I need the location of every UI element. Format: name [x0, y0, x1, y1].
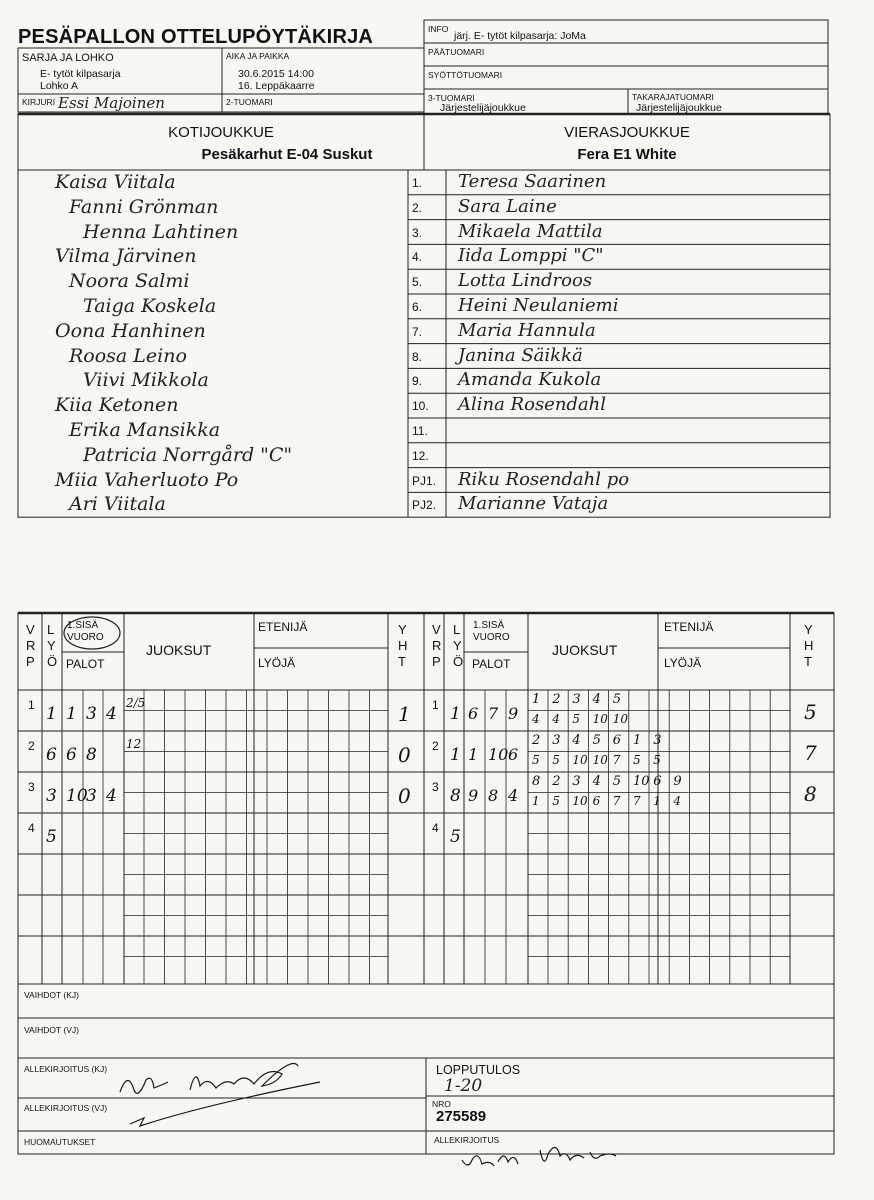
nro-value: 275589	[436, 1108, 487, 1125]
away-player-name: Teresa Saarinen	[458, 171, 607, 192]
away-palot-value: 6	[468, 704, 479, 723]
home-player-name: Fanni Grönman	[69, 195, 219, 218]
info-label: INFO	[428, 24, 449, 34]
roster-number: 9.	[412, 374, 423, 389]
home-player-name: Miia Vaherluoto Po	[55, 468, 239, 491]
home-player-name: Henna Lahtinen	[83, 220, 239, 243]
away-palot-value: 4	[508, 786, 519, 805]
away-run-top: 5	[612, 692, 622, 707]
home-inning-yht: 0	[398, 743, 411, 767]
allekirjoitus-kj-label: ALLEKIRJOITUS (KJ)	[24, 1064, 108, 1074]
home-lyoja-header: LYÖJÄ	[258, 656, 296, 670]
home-juoksut-header: JUOKSUT	[146, 642, 212, 658]
away-run-bottom: 5	[552, 753, 560, 767]
home-inning-yht: 1	[398, 702, 411, 726]
roster-number: PJ1.	[412, 473, 437, 488]
huomautukset-label: HUOMAUTUKSET	[24, 1137, 96, 1147]
away-run-bottom: 4	[552, 712, 560, 726]
roster-number: 12.	[412, 448, 429, 463]
away-run-bottom: 10	[572, 794, 588, 808]
roster-number: 5.	[412, 275, 423, 290]
away-team-label: VIERASJOUKKUE	[564, 124, 690, 141]
away-run-bottom: 4	[532, 712, 540, 726]
away-palot-header: PALOT	[472, 657, 511, 671]
away-palot-value: 10	[488, 745, 509, 764]
roster-number: 7.	[412, 324, 423, 339]
home-inning-yht: 0	[398, 784, 411, 808]
roster-number: 11.	[412, 424, 428, 438]
home-inning-lyo: 1	[46, 704, 57, 724]
away-player-name: Marianne Vataja	[458, 493, 609, 515]
away-palot-value: 1	[468, 745, 479, 764]
home-team-label: KOTIJOUKKUE	[168, 124, 274, 141]
tuomari3-value: Järjestelijäjoukkue	[440, 102, 526, 114]
roster-number: 8.	[412, 349, 423, 364]
away-player-name: Lotta Lindroos	[458, 270, 593, 292]
takarajatuomari-value: Järjestelijäjoukkue	[636, 102, 722, 114]
home-inning-vrp: 3	[28, 780, 35, 794]
home-palot-value: 4	[106, 786, 117, 806]
away-run-top: 9	[673, 774, 682, 789]
home-player-name: Kiia Ketonen	[55, 394, 179, 417]
home-palot-value: 6	[66, 745, 77, 765]
home-inning-extra: 12	[126, 737, 142, 751]
tuomari3-label: 3-TUOMARI	[428, 93, 475, 103]
away-run-bottom: 7	[612, 753, 621, 767]
away-run-bottom: 6	[592, 794, 601, 808]
home-sisa-header: 1.SISÄ VUORO	[67, 620, 104, 643]
home-palot-value: 8	[86, 745, 97, 765]
away-run-bottom: 10	[572, 753, 588, 767]
away-team-name: Fera E1 White	[577, 146, 677, 163]
vaihdot-vj-label: VAIHDOT (VJ)	[24, 1025, 79, 1035]
away-run-bottom: 5	[552, 794, 560, 808]
home-inning-lyo: 5	[46, 827, 57, 847]
roster-number: 4.	[412, 250, 423, 265]
away-inning-yht: 8	[804, 782, 817, 806]
away-player-name: Alina Rosendahl	[458, 394, 607, 416]
home-lyo-header: L Y Ö	[47, 622, 58, 669]
away-player-name: Maria Hannula	[458, 319, 596, 341]
away-inning-yht: 7	[804, 741, 817, 765]
away-run-top: 1	[633, 733, 642, 748]
away-run-top: 4	[572, 733, 581, 748]
away-inning-lyo: 1	[450, 704, 461, 724]
home-yht-header: Y H T	[398, 622, 408, 669]
aika-value-1: 30.6.2015 14:00	[238, 68, 314, 80]
signature-strokes	[120, 1064, 616, 1167]
away-run-top: 1	[532, 692, 541, 707]
home-palot-value: 3	[86, 704, 97, 724]
away-run-bottom: 7	[612, 794, 621, 808]
away-etenija-header: ETENIJÄ	[664, 620, 714, 634]
away-palot-value: 7	[488, 704, 499, 723]
away-run-bottom: 7	[633, 794, 641, 808]
away-vrp-header: V R P	[432, 622, 442, 669]
sarja-value-2: Lohko A	[40, 80, 78, 92]
aika-value-2: 16. Leppäkaarre	[238, 80, 315, 92]
away-run-top: 5	[592, 733, 601, 748]
away-inning-lyo: 5	[450, 827, 461, 847]
away-inning-vrp: 2	[432, 739, 439, 753]
home-inning-vrp: 1	[28, 698, 35, 712]
away-inning-lyo: 1	[450, 745, 461, 765]
tuomari2-label: 2-TUOMARI	[226, 97, 273, 107]
paatuomari-label: PÄÄTUOMARI	[428, 47, 485, 57]
home-player-name: Kaisa Viitala	[55, 171, 176, 193]
away-juoksut-header: JUOKSUT	[552, 642, 618, 658]
vaihdot-kj-label: VAIHDOT (KJ)	[24, 990, 79, 1000]
away-run-top: 4	[592, 774, 601, 789]
away-run-bottom: 1	[532, 794, 540, 808]
home-inning-lyo: 6	[46, 745, 57, 765]
home-inning-extra: 2/5	[126, 696, 146, 710]
roster-number: 2.	[412, 200, 423, 215]
away-palot-value: 6	[508, 745, 519, 764]
away-run-bottom: 5	[572, 712, 581, 726]
home-player-name: Roosa Leino	[69, 344, 187, 367]
home-player-name: Vilma Järvinen	[55, 245, 197, 268]
away-player-name: Riku Rosendahl po	[458, 468, 630, 490]
away-run-top: 6	[612, 733, 622, 748]
away-run-bottom: 5	[653, 753, 661, 767]
roster-number: 6.	[412, 300, 423, 314]
home-palot-header: PALOT	[66, 657, 105, 671]
away-run-bottom: 4	[673, 794, 682, 808]
away-player-name: Sara Laine	[458, 195, 557, 217]
away-run-top: 3	[572, 692, 581, 707]
away-player-name: Iida Lomppi "C"	[458, 245, 604, 267]
kirjuri-value: Essi Majoinen	[58, 94, 165, 112]
away-run-top: 4	[592, 692, 601, 707]
syottotuomari-label: SYÖTTÖTUOMARI	[428, 70, 503, 80]
kirjuri-label: KIRJURI	[22, 97, 56, 107]
home-player-name: Erika Mansikka	[69, 419, 221, 441]
home-inning-vrp: 2	[28, 739, 35, 753]
home-palot-value: 10	[66, 786, 88, 806]
away-player-name: Heini Neulaniemi	[458, 295, 619, 316]
home-inning-vrp: 4	[28, 821, 35, 835]
sarja-value-1: E- tytöt kilpasarja	[40, 68, 121, 80]
away-player-name: Amanda Kukola	[458, 369, 602, 391]
roster-number: 1.	[412, 176, 423, 190]
away-palot-value: 8	[488, 786, 499, 805]
form-title: PESÄPALLON OTTELUPÖYTÄKIRJA	[18, 26, 374, 48]
home-inning-lyo: 3	[46, 786, 57, 806]
away-run-top: 2	[552, 774, 561, 789]
away-run-top: 3	[552, 733, 561, 748]
sarja-label: SARJA JA LOHKO	[22, 52, 114, 64]
away-run-top: 10	[633, 774, 650, 789]
home-player-name: Taiga Koskela	[83, 295, 217, 317]
roster-number: PJ2.	[412, 498, 437, 513]
away-lyoja-header: LYÖJÄ	[664, 656, 702, 670]
home-etenija-header: ETENIJÄ	[258, 620, 308, 634]
away-run-top: 2	[552, 692, 561, 707]
away-inning-yht: 5	[804, 700, 817, 724]
away-inning-vrp: 3	[432, 780, 439, 794]
away-run-top: 6	[653, 774, 662, 789]
away-run-bottom: 5	[633, 753, 641, 767]
allekirjoitus-label: ALLEKIRJOITUS	[434, 1135, 500, 1145]
nro-label: NRO	[432, 1099, 451, 1109]
away-run-bottom: 10	[612, 712, 629, 726]
away-run-bottom: 1	[653, 794, 661, 808]
away-yht-header: Y H T	[804, 622, 814, 669]
away-palot-value: 9	[508, 704, 519, 723]
away-player-name: Janina Säikkä	[458, 344, 583, 366]
away-palot-value: 9	[468, 786, 479, 805]
aika-label: AIKA JA PAIKKA	[226, 51, 290, 61]
away-run-top: 5	[612, 774, 622, 789]
away-inning-vrp: 1	[432, 698, 439, 712]
takarajatuomari-label: TAKARAJATUOMARI	[632, 92, 714, 102]
home-player-name: Noora Salmi	[69, 270, 190, 293]
allekirjoitus-vj-label: ALLEKIRJOITUS (VJ)	[24, 1103, 108, 1113]
away-run-bottom: 5	[532, 753, 540, 767]
away-inning-vrp: 4	[432, 821, 439, 835]
home-palot-value: 1	[66, 704, 77, 724]
home-player-name: Patricia Norrgård "C"	[83, 443, 293, 466]
roster-number: 10.	[412, 399, 429, 414]
away-run-top: 8	[532, 774, 541, 789]
away-run-bottom: 10	[592, 753, 608, 767]
home-player-name: Ari Viitala	[69, 493, 166, 516]
info-value: järj. E- tytöt kilpasarja: JoMa	[454, 30, 586, 42]
away-sisa-header: 1.SISÄ VUORO	[473, 620, 510, 643]
away-run-top: 3	[572, 774, 581, 789]
home-team-name: Pesäkarhut E-04 Suskut	[201, 146, 373, 163]
away-run-top: 3	[653, 733, 662, 748]
away-inning-lyo: 8	[450, 786, 461, 806]
lopputulos-value: 1-20	[444, 1076, 483, 1096]
away-run-bottom: 10	[592, 712, 608, 726]
home-vrp-header: V R P	[26, 622, 36, 669]
away-run-top: 2	[532, 733, 541, 748]
home-player-name: Oona Hanhinen	[55, 319, 206, 342]
away-lyo-header: L Y Ö	[453, 622, 464, 669]
home-player-name: Viivi Mikkola	[83, 369, 209, 392]
roster-number: 3.	[412, 225, 423, 240]
lopputulos-label: LOPPUTULOS	[436, 1063, 521, 1077]
away-player-name: Mikaela Mattila	[458, 220, 603, 242]
home-palot-value: 3	[86, 786, 97, 806]
home-palot-value: 4	[106, 704, 117, 724]
